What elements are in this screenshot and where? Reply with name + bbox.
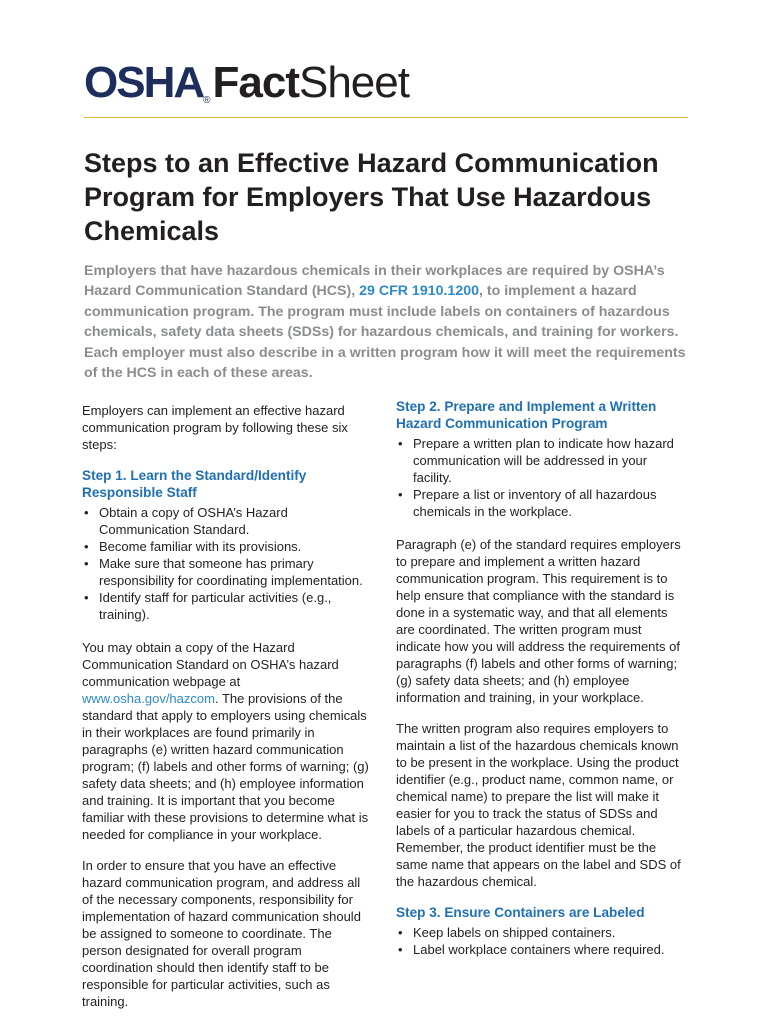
osha-factsheet-logo [84, 58, 409, 108]
para-text-after: . The provisions of the standard that apply to employers using chemicals in their workplaces are found primarily in paragraphs (e) written hazard communication program; (f) labels and other forms of warning; (g) safety data sheets; and (h) employee information and training. It is important that you become familiar with these provisions to determine what is needed for compliance in your workplace. [82, 691, 369, 842]
header-divider [84, 117, 688, 118]
coordination-paragraph: In order to ensure that you have an effective hazard communication program, and address all of the necessary components, responsibility for implementation of hazard communication should be assigned to someone to coordinate. The person designated for overall program coordination should then identify staff to be responsible for particular activities, such as training. [82, 858, 361, 1009]
intro-paragraph [84, 261, 690, 383]
step2-heading: Step 2. Prepare and Implement a Written Hazard Communication Program [396, 399, 657, 431]
intro-text-after: , to implement a hazard communication program. The program must include labels on containers of hazardous chemicals, safety data sheets (SDSs) for hazardous chemicals, and training for workers. Each employer must also describe in a written program how it will meet the requirements of the HCS in each of these areas. [84, 283, 686, 382]
left-column [82, 402, 374, 1024]
logo-fact-text: Fact [212, 58, 299, 107]
page-title: Steps to an Effective Hazard Communication Program for Employers That Use Hazardous Chemicals [84, 148, 659, 246]
hcs-copy-paragraph [82, 639, 374, 843]
intro-text-before: Employers that have hazardous chemicals in their workplaces are required by OSHA’s Hazard Communication Standard (HCS), [84, 263, 665, 300]
osha-logo-text: OSHA [84, 58, 204, 107]
list-item: • Keep labels on shipped containers. [396, 924, 688, 941]
step3-heading: Step 3. Ensure Containers are Labeled [396, 905, 645, 920]
list-item: • Become familiar with its provisions. [82, 538, 374, 555]
right-column [396, 398, 688, 974]
list-item: • Identify staff for particular activities (e.g., training). [82, 589, 374, 623]
step2-list [396, 435, 688, 520]
lead-paragraph: Employers can implement an effective hazard communication program by following these six steps: [82, 403, 348, 452]
step3-list [396, 924, 688, 958]
written-program-paragraph: Paragraph (e) of the standard requires employers to prepare and implement a written hazard communication program. This requirement is to help ensure that compliance with the standard is done in a systematic way, and that all elements are coordinated. The written program must indicate how you will address the requirements of paragraphs (f) labels and other forms of warning; (g) safety data sheets; and (h) employee information and training, in your workplace. [396, 537, 681, 705]
list-item: • Label workplace containers where required. [396, 941, 688, 958]
step1-heading: Step 1. Learn the Standard/Identify Responsible Staff [82, 468, 307, 500]
list-item: • Prepare a list or inventory of all hazardous chemicals in the workplace. [396, 486, 688, 520]
para-text-before: You may obtain a copy of the Hazard Communication Standard on OSHA’s hazard communication webpage at [82, 640, 339, 689]
list-item: • Prepare a written plan to indicate how hazard communication will be addressed in your facility. [396, 435, 688, 486]
step1-list [82, 504, 374, 623]
list-item: • Obtain a copy of OSHA’s Hazard Communication Standard. [82, 504, 374, 538]
logo-sheet-text: Sheet [298, 58, 409, 107]
chemical-list-paragraph: The written program also requires employers to maintain a list of the hazardous chemicals known to be present in the workplace. Using the product identifier (e.g., product name, common name, or chemical name) to prepare the list will make it easier for you to track the status of SDSs and labels of a particular hazardous chemical. Remember, the product identifier must be the same name that appears on the label and SDS of the hazardous chemical. [396, 721, 681, 889]
registered-mark: ® [203, 95, 211, 106]
list-item: • Make sure that someone has primary responsibility for coordinating implementation. [82, 555, 374, 589]
cfr-link[interactable]: 29 CFR 1910.1200 [359, 283, 479, 300]
osha-hazcom-link[interactable]: www.osha.gov/hazcom [82, 691, 215, 706]
